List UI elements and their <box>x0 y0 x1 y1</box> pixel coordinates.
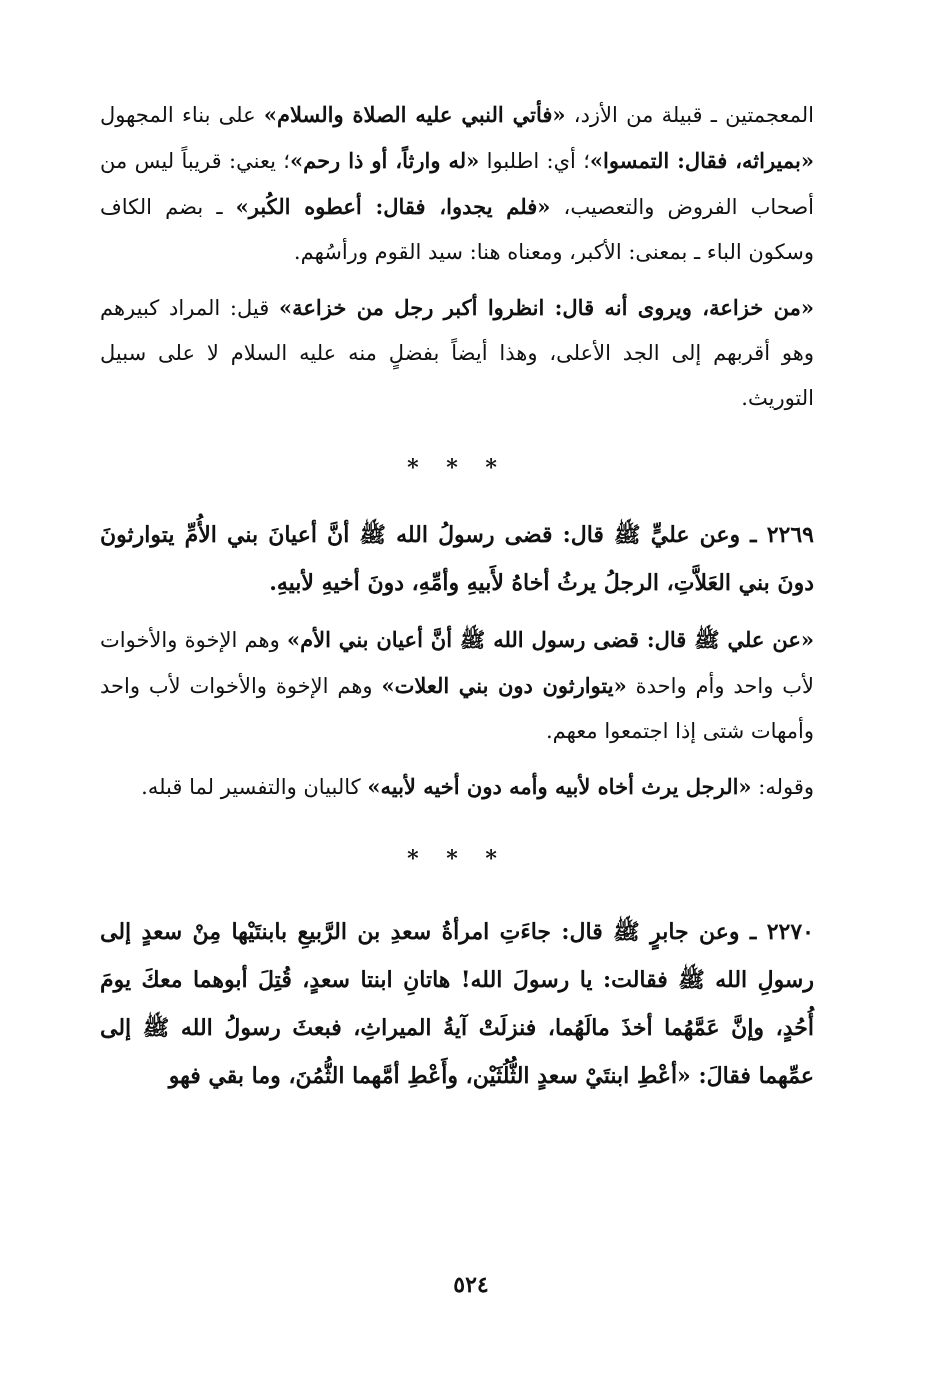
commentary-text: وقوله: <box>751 775 814 799</box>
commentary-paragraph <box>100 285 814 421</box>
commentary-text: قيل: المراد كبيرهم وهو أقربهم إلى الجد الأعلى، وهذا أيضاً بفضلٍ منه عليه السلام لا على سبيل التوريث. <box>100 296 814 410</box>
page-number: ٥٢٤ <box>453 1272 489 1298</box>
commentary-text: وهم الإخوة والأخوات لأب واحد وأمهات شتى إذا اجتمعوا معهم. <box>100 674 814 743</box>
page-body <box>100 92 814 1100</box>
section-separator: * * * <box>407 846 507 872</box>
quoted-hadith-text: «يتوارثون دون بني العلات» <box>381 673 627 698</box>
commentary-paragraph <box>100 92 814 275</box>
quoted-hadith-text: «فأتي النبي عليه الصلاة والسلام» <box>263 102 566 127</box>
quoted-hadith-text: «له وارثاً، أو ذا رحم» <box>289 148 480 173</box>
section-separator: * * * <box>407 455 507 481</box>
quoted-hadith-text: «من خزاعة، ويروى أنه قال: انظروا أكبر رجل من خزاعة» <box>279 295 814 320</box>
commentary-text: وهم الإخوة والأخوات لأب واحد وأم واحدة <box>100 628 814 698</box>
commentary-paragraph <box>100 617 814 754</box>
quoted-hadith-text: «الرجل يرث أخاه لأبيه وأمه دون أخيه لأبيه» <box>367 774 752 799</box>
quoted-hadith-text: «عن علي ﷺ قال: قضى رسول الله ﷺ أنَّ أعيان بني الأم» <box>286 627 814 652</box>
commentary-paragraph <box>100 764 814 810</box>
commentary-text: على بناء المجهول <box>100 103 264 127</box>
commentary-text: ؛ أي: اطلبوا <box>479 149 590 173</box>
commentary-text: المعجمتين ـ قبيلة من الأزد، <box>565 103 815 127</box>
hadith-2270: ٢٢٧٠ ـ وعن جابرٍ ﷺ قال: جاءَتِ امرأةُ سعدِ بن الرَّبيعِ بابنتَيْها مِنْ سعدٍ إلى رسولِ الله ﷺ فقالت: يا رسولَ الله! هاتانِ ابنتا سعدٍ، قُتِلَ أبوهما معكَ يومَ أُحُدٍ، وإنَّ عَمَّهُما أخذَ مالَهُما، فنزلَتْ آيةُ الميراثِ، فبعثَ رسولُ الله ﷺ إلى عمِّهما فقالَ: «أعْطِ ابنتَيْ سعدٍ الثُّلُثَيْن، وأَعْطِ أمَّهما الثُّمُنَ، وما بقي فهو <box>100 919 814 1089</box>
commentary-text: كالبيان والتفسير لما قبله. <box>141 775 368 799</box>
hadith-2269: ٢٢٦٩ ـ وعن عليٍّ ﷺ قال: قضى رسولُ الله ﷺ أنَّ أعيانَ بني الأُمِّ يتوارثونَ دونَ بني العَلاَّتِ، الرجلُ يرثُ أخاهُ لأَبيهِ وأمِّهِ، دونَ أخيهِ لأبيهِ. <box>100 522 814 596</box>
commentary-text: ؛ يعني: قريباً ليس من أصحاب الفروض والتعصيب، <box>100 149 814 219</box>
quoted-hadith-text: «فلم يجدوا، فقال: أعطوه الكُبر» <box>235 194 551 219</box>
commentary-text: ـ بضم الكاف وسكون الباء ـ بمعنى: الأكبر، ومعناه هنا: سيد القوم ورأسُهم. <box>100 195 814 264</box>
quoted-hadith-text: «بميراثه، فقال: التمسوا» <box>589 148 814 173</box>
